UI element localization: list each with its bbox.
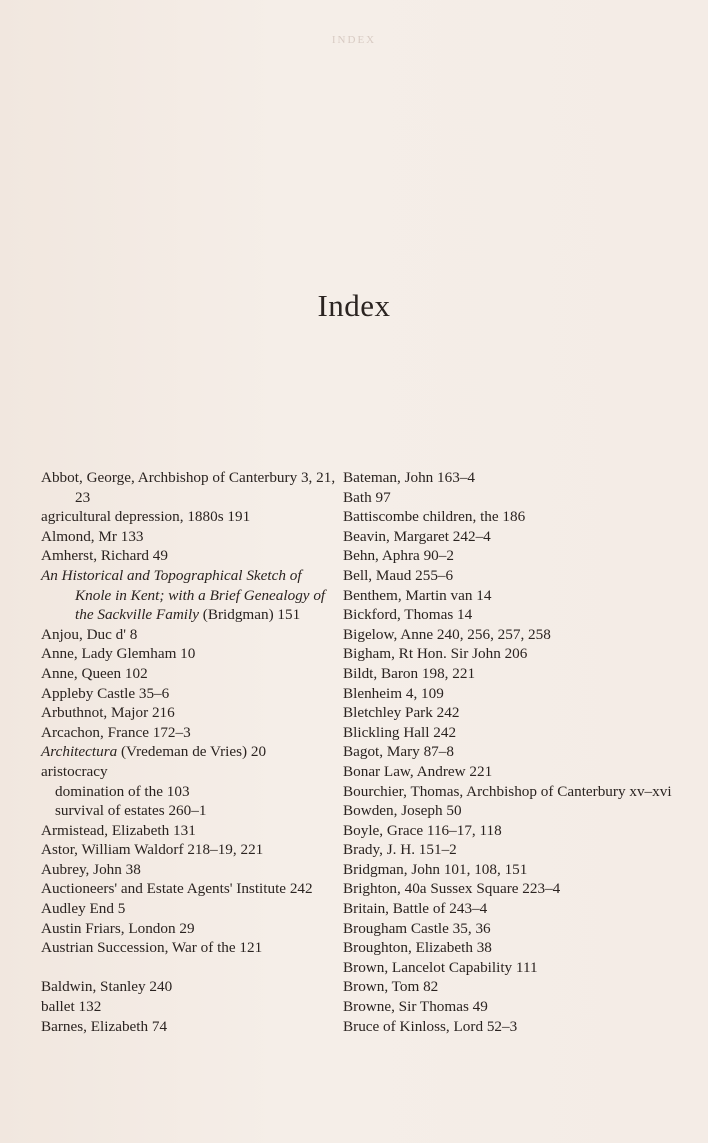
index-entry: [343, 723, 683, 743]
index-entry: [343, 527, 683, 547]
entry-text: Anne, Lady Glemham 10: [41, 645, 196, 663]
entry-text: Bateman, John 163–4: [343, 469, 476, 486]
entry-text: ballet 132: [41, 998, 102, 1016]
entry-text: Bigham, Rt Hon. Sir John 206: [343, 645, 528, 663]
entry-text: Appleby Castle 35–6: [41, 684, 170, 702]
index-entry: [343, 546, 683, 566]
index-entry: [343, 742, 683, 762]
entry-text: Blickling Hall 242: [343, 723, 457, 741]
index-entry: [343, 821, 683, 841]
entry-text: Audley End 5: [41, 900, 126, 918]
entry-text: Battiscombe children, the 186: [343, 508, 526, 526]
entry-text: Benthem, Martin van 14: [343, 586, 492, 604]
index-entry: [41, 703, 341, 723]
index-entry: [343, 801, 683, 821]
left-index-column: [41, 468, 341, 1036]
index-entry: [41, 546, 341, 566]
index-entry: [41, 566, 341, 625]
entry-text: Bildt, Baron 198, 221: [343, 664, 476, 682]
entry-italic-title: An Historical and Topographical Sketch of Knole in Kent; with a Brief Genealogy of the Sackville Family: [41, 566, 326, 624]
index-entry: [343, 879, 683, 899]
entry-text: Amherst, Richard 49: [41, 547, 168, 565]
index-entry: [41, 684, 341, 704]
entry-text: Arcachon, France 172–3: [41, 723, 191, 741]
index-entry: [41, 899, 341, 919]
entry-text: Bickford, Thomas 14: [343, 606, 473, 624]
index-entry: [343, 997, 683, 1017]
index-entry: [343, 703, 683, 723]
entry-text: Bowden, Joseph 50: [343, 802, 462, 820]
entry-text: Armistead, Elizabeth 131: [41, 821, 196, 839]
page-title: Index: [317, 288, 391, 323]
index-entry: [343, 762, 683, 782]
entry-text: Bigelow, Anne 240, 256, 257, 258: [343, 625, 551, 643]
index-entry: [41, 507, 341, 527]
entry-text: Bagot, Mary 87–8: [343, 743, 454, 761]
entry-text: Brougham Castle 35, 36: [343, 919, 491, 937]
entry-text: Arbuthnot, Major 216: [41, 704, 175, 722]
index-entry: [41, 723, 341, 743]
index-entry: [343, 605, 683, 625]
entry-text: Bourchier, Thomas, Archbishop of Canterbury xv–xvi: [343, 782, 672, 800]
index-entry: [343, 899, 683, 919]
index-entry: [41, 938, 341, 958]
entry-text: Browne, Sir Thomas 49: [343, 998, 488, 1016]
entry-text: Bath 97: [343, 488, 391, 506]
index-entry: [41, 762, 341, 782]
index-entry: [41, 919, 341, 939]
entry-text: Almond, Mr 133: [41, 527, 144, 545]
entry-text: (Bridgman) 151: [198, 606, 301, 624]
index-entry: [41, 1017, 341, 1037]
entry-text: Austrian Succession, War of the 121: [41, 939, 263, 957]
entry-text: Beavin, Margaret 242–4: [343, 527, 491, 545]
index-entry: [343, 919, 683, 939]
running-head: INDEX: [331, 34, 377, 46]
index-entry: [343, 684, 683, 704]
entry-text: aristocracy: [41, 762, 108, 780]
index-entry: [41, 997, 341, 1017]
index-entry: [41, 840, 341, 860]
entry-italic-title: Architectura: [41, 743, 118, 761]
index-entry: [41, 860, 341, 880]
entry-text: Blenheim 4, 109: [343, 684, 444, 702]
entry-text: Austin Friars, London 29: [41, 919, 195, 937]
index-entry: [343, 958, 683, 978]
entry-text: Brown, Tom 82: [343, 978, 439, 996]
entry-text: Abbot, George, Archbishop of Canterbury 3, 21, 23: [41, 469, 336, 506]
index-entry: [41, 625, 341, 645]
index-entry: [343, 840, 683, 860]
entry-text: Bridgman, John 101, 108, 151: [343, 860, 528, 878]
entry-text: Anne, Queen 102: [41, 664, 148, 682]
entry-text: Brighton, 40a Sussex Square 223–4: [343, 880, 561, 898]
entry-text: (Vredeman de Vries) 20: [117, 743, 267, 761]
entry-text: agricultural depression, 1880s 191: [41, 508, 251, 526]
index-entry: [343, 625, 683, 645]
right-index-column: [343, 468, 683, 1036]
index-entry: [343, 664, 683, 684]
index-entry: [41, 821, 341, 841]
index-entry: [343, 488, 683, 508]
index-entry: [41, 644, 341, 664]
entry-text: Bruce of Kinloss, Lord 52–3: [343, 1017, 518, 1035]
entry-text: Broughton, Elizabeth 38: [343, 939, 492, 957]
index-entry: [343, 644, 683, 664]
index-entry: [343, 860, 683, 880]
index-entry: [41, 527, 341, 547]
index-entry: [41, 664, 341, 684]
entry-text: Brown, Lancelot Capability 111: [343, 958, 538, 976]
entry-text: Bell, Maud 255–6: [343, 566, 454, 584]
entry-text: Barnes, Elizabeth 74: [41, 1017, 168, 1035]
entry-text: survival of estates 260–1: [55, 802, 207, 820]
index-entry: [41, 879, 341, 899]
index-entry: [343, 507, 683, 527]
index-entry: [343, 938, 683, 958]
index-entry: [41, 742, 341, 762]
entry-text: Auctioneers' and Estate Agents' Institute 242: [41, 880, 313, 898]
entry-text: Aubrey, John 38: [41, 860, 141, 878]
entry-text: Bletchley Park 242: [343, 704, 460, 722]
index-entry: [41, 468, 341, 507]
index-entry: [343, 468, 683, 488]
entry-text: Britain, Battle of 243–4: [343, 900, 488, 918]
index-subentry: [41, 801, 341, 821]
index-entry: [343, 977, 683, 997]
entry-text: Boyle, Grace 116–17, 118: [343, 821, 502, 839]
entry-text: Bonar Law, Andrew 221: [343, 762, 493, 780]
index-entry: [343, 566, 683, 586]
index-subentry: [41, 782, 341, 802]
index-entry: [343, 782, 683, 802]
entry-text: domination of the 103: [55, 782, 190, 800]
entry-text: Baldwin, Stanley 240: [41, 978, 173, 996]
index-entry: [343, 586, 683, 606]
index-entry: [343, 1017, 683, 1037]
entry-text: Astor, William Waldorf 218–19, 221: [41, 841, 264, 859]
entry-text: Anjou, Duc d' 8: [41, 625, 138, 643]
index-entry: [41, 977, 341, 997]
entry-text: Brady, J. H. 151–2: [343, 841, 457, 859]
entry-text: Behn, Aphra 90–2: [343, 547, 454, 565]
